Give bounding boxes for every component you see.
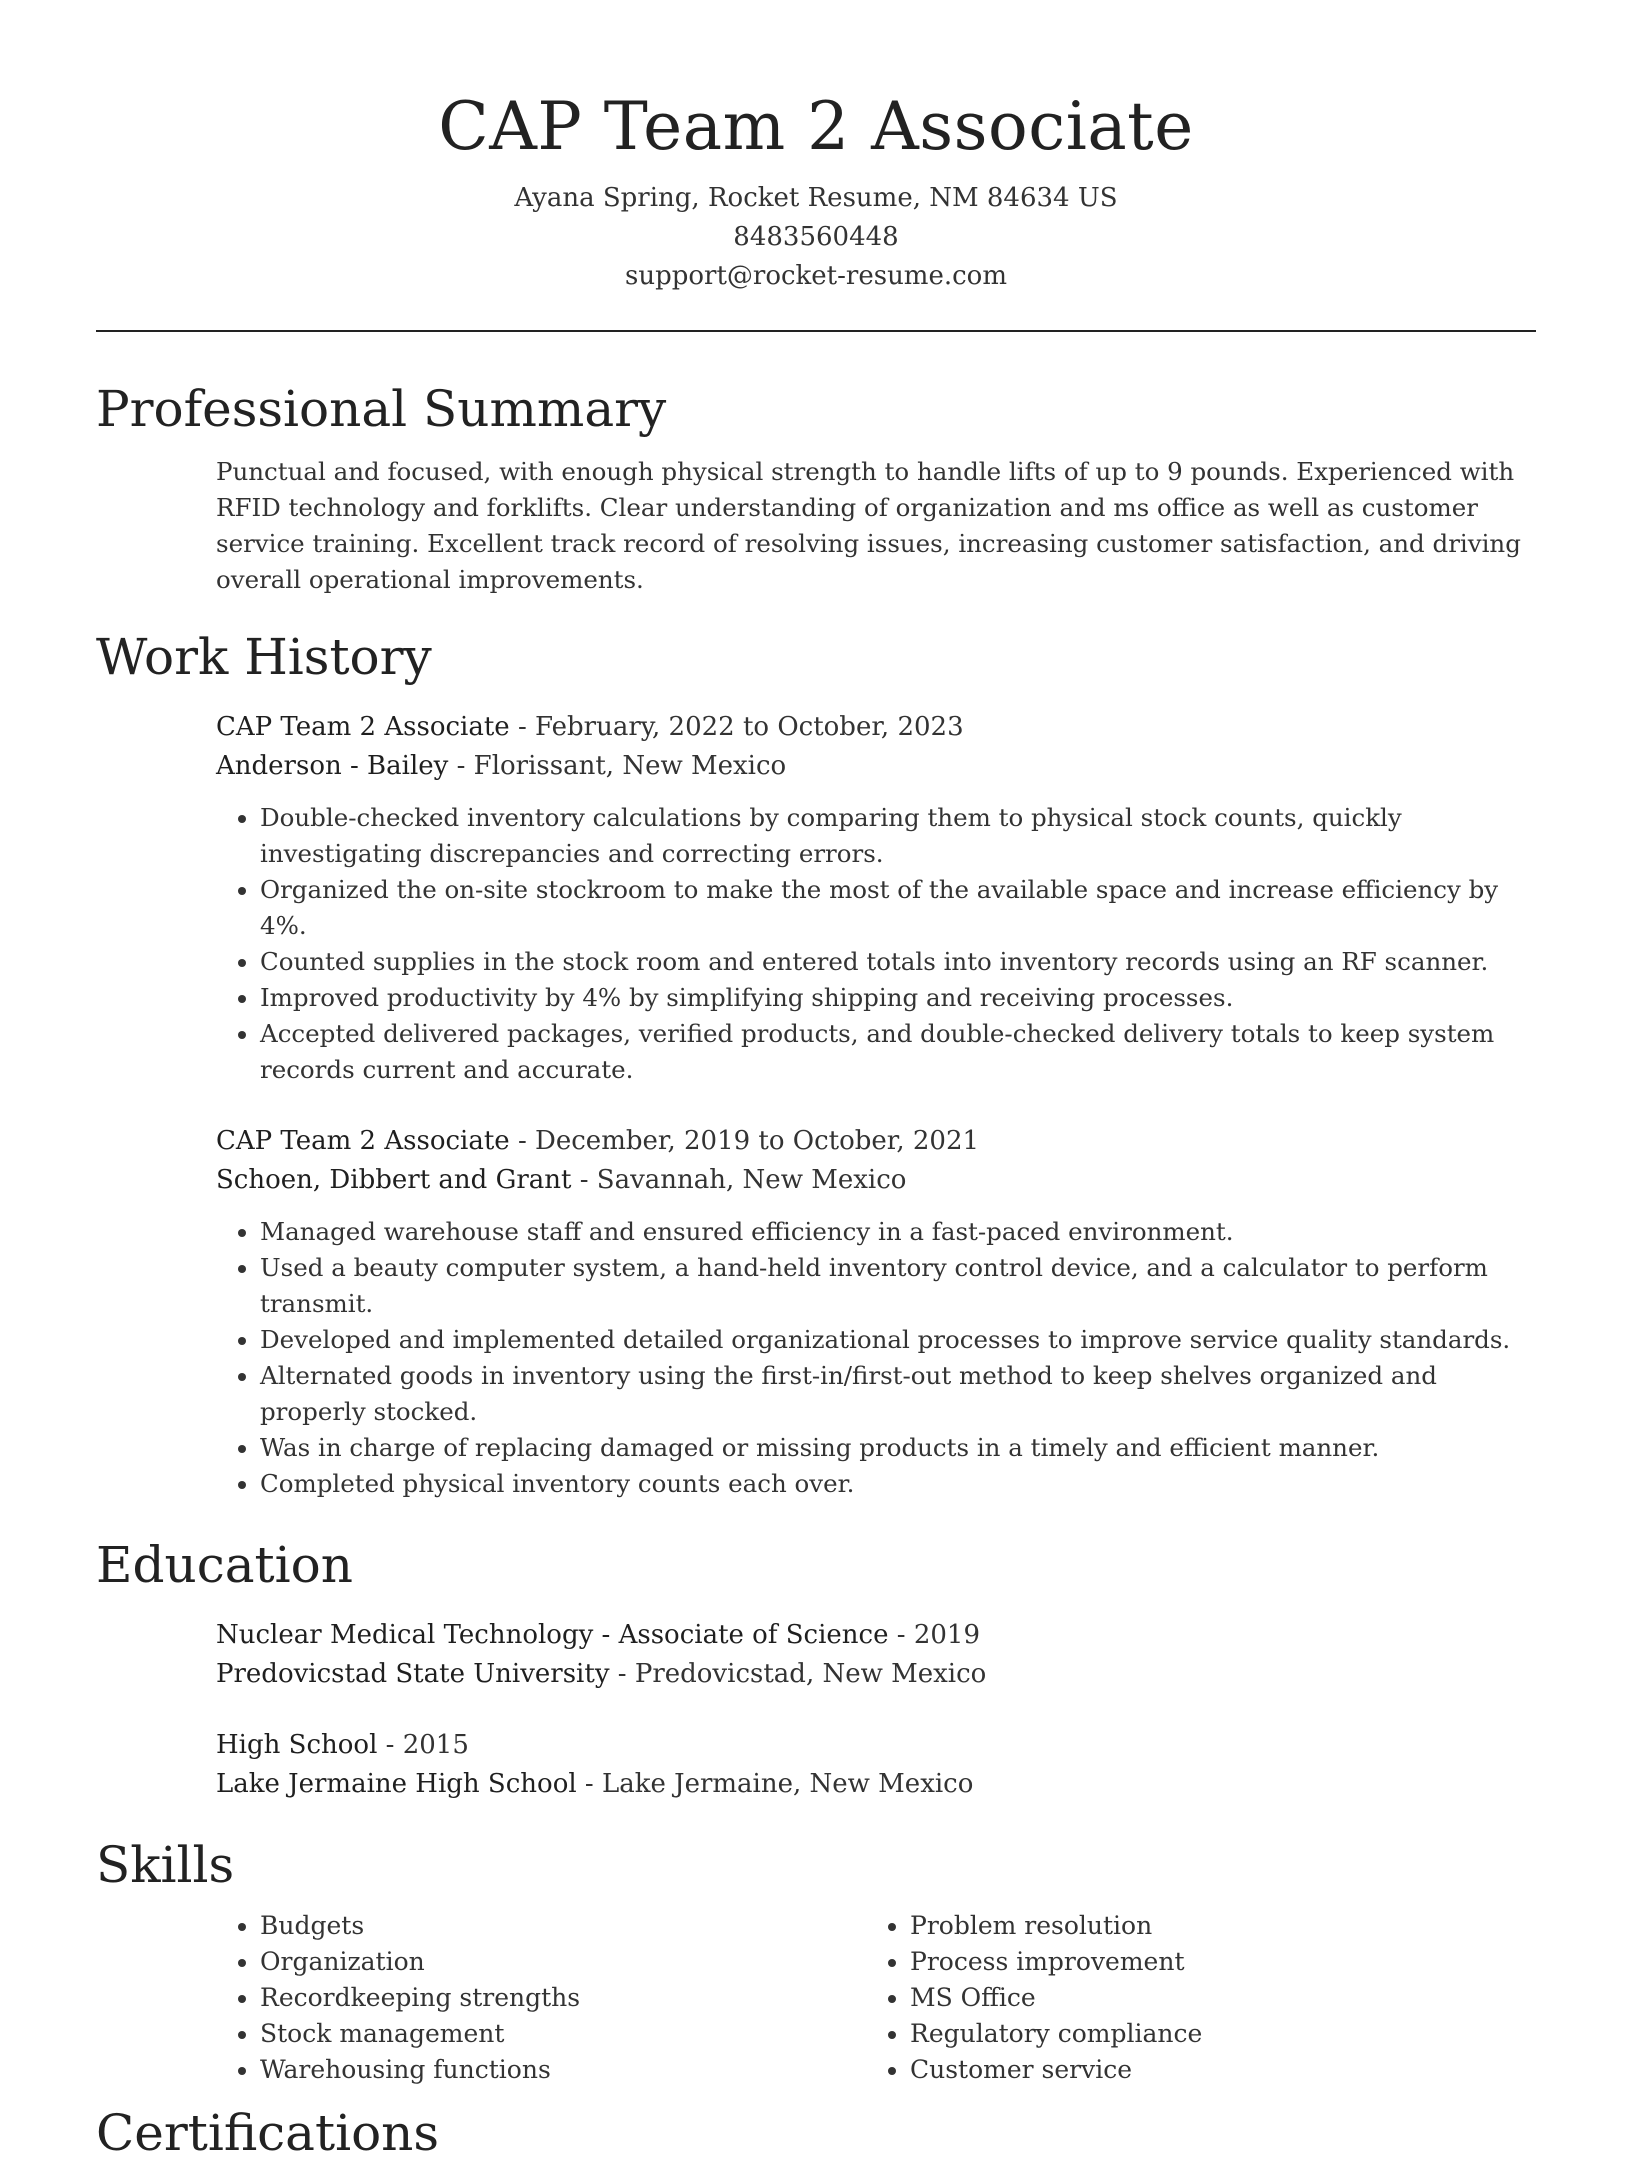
job-bullet-list <box>216 1214 1536 1502</box>
list-item: • Alternated goods in inventory using the first-in/first-out method to keep shelves organized and properly stocked. <box>260 1358 1536 1430</box>
job-company-line <box>216 747 1536 786</box>
degree-line <box>216 1726 1536 1765</box>
education-entry <box>216 1616 1536 1694</box>
work-history-heading: Work History <box>96 628 432 686</box>
job-entry <box>216 708 1536 1088</box>
list-item: • Improved productivity by 4% by simplifying shipping and receiving processes. <box>260 980 1536 1016</box>
certifications-heading: Certifications <box>96 2104 440 2162</box>
list-item: • Regulatory compliance <box>910 2016 1516 2052</box>
education-entry <box>216 1726 1536 1804</box>
school-location: - Predovicstad, New Mexico <box>609 1659 987 1689</box>
job-dates: - February, 2022 to October, 2023 <box>509 712 964 742</box>
school-name: Lake Jermaine High School <box>216 1769 577 1799</box>
list-item: • Developed and implemented detailed organizational processes to improve service quality standards. <box>260 1322 1536 1358</box>
list-item: • Counted supplies in the stock room and entered totals into inventory records using an RF scanner. <box>260 944 1536 980</box>
job-location: - Savannah, New Mexico <box>571 1165 907 1195</box>
skills-column-left <box>216 1908 866 2088</box>
school-name: Predovicstad State University <box>216 1659 610 1689</box>
degree-year: - 2015 <box>377 1730 469 1760</box>
list-item: • Managed warehouse staff and ensured efficiency in a fast-paced environment. <box>260 1214 1536 1250</box>
school-location: - Lake Jermaine, New Mexico <box>576 1769 974 1799</box>
degree-year: - 2019 <box>888 1620 980 1650</box>
job-company-line <box>216 1161 1536 1200</box>
list-item: • Used a beauty computer system, a hand-held inventory control device, and a calculator to perform transmit. <box>260 1250 1536 1322</box>
work-history-section <box>96 622 1536 1502</box>
certifications-section <box>96 2098 1536 2168</box>
list-item: • Organized the on-site stockroom to make the most of the available space and increase efficiency by 4%. <box>260 872 1536 944</box>
list-item: • MS Office <box>910 1980 1516 2016</box>
skills-column-right <box>866 1908 1516 2088</box>
skills-section <box>96 1830 1536 2088</box>
list-item: • Was in charge of replacing damaged or missing products in a timely and efficient manner. <box>260 1430 1536 1466</box>
school-line <box>216 1765 1536 1804</box>
degree-text: Nuclear Medical Technology - Associate of Science <box>216 1620 889 1650</box>
resume-page <box>96 0 1536 2168</box>
degree-text: High School <box>216 1730 378 1760</box>
list-item: • Process improvement <box>910 1944 1516 1980</box>
list-item: • Double-checked inventory calculations by comparing them to physical stock counts, quickly investigating discrepancies and correcting errors. <box>260 800 1536 872</box>
job-location: - Florissant, New Mexico <box>448 751 787 781</box>
list-item: • Recordkeeping strengths <box>260 1980 866 2016</box>
job-company: Anderson - Bailey <box>216 751 449 781</box>
job-title-line <box>216 1122 1536 1161</box>
phone-text: 8483560448 <box>733 222 899 252</box>
summary-heading: Professional Summary <box>96 380 667 438</box>
job-company: Schoen, Dibbert and Grant <box>216 1165 572 1195</box>
job-position: CAP Team 2 Associate <box>216 1126 510 1156</box>
contact-block <box>96 179 1536 296</box>
job-position: CAP Team 2 Associate <box>216 712 510 742</box>
skills-grid <box>216 1908 1536 2088</box>
list-item: • Completed physical inventory counts each over. <box>260 1466 1536 1502</box>
skills-list-left <box>216 1908 866 2088</box>
list-item: • Warehousing functions <box>260 2052 866 2088</box>
job-title-line <box>216 708 1536 747</box>
list-item: • Budgets <box>260 1908 866 1944</box>
list-item: • Organization <box>260 1944 866 1980</box>
skills-heading: Skills <box>96 1836 235 1894</box>
email-text: support@rocket-resume.com <box>624 261 1007 291</box>
list-item: • Stock management <box>260 2016 866 2052</box>
job-bullet-list <box>216 800 1536 1088</box>
summary-section <box>96 374 1536 598</box>
skills-list-right <box>866 1908 1516 2088</box>
header-divider <box>96 330 1536 332</box>
address-text: Ayana Spring, Rocket Resume, NM 84634 US <box>514 183 1118 213</box>
list-item: • Customer service <box>910 2052 1516 2088</box>
summary-text: Punctual and focused, with enough physical strength to handle lifts of up to 9 pounds. Experienced with RFID technology and forklifts. Clear understanding of organization and ms office as well as customer service training. Excellent track record of resolving issues, increasing customer satisfaction, and driving overall operational improvements. <box>216 457 1521 594</box>
job-dates: - December, 2019 to October, 2021 <box>509 1126 980 1156</box>
education-section <box>96 1530 1536 1804</box>
list-item: • Problem resolution <box>910 1908 1516 1944</box>
school-line <box>216 1655 1536 1694</box>
degree-line <box>216 1616 1536 1655</box>
education-heading: Education <box>96 1536 353 1594</box>
resume-name: CAP Team 2 Associate <box>438 88 1194 165</box>
job-entry <box>216 1122 1536 1502</box>
list-item: • Accepted delivered packages, verified products, and double-checked delivery totals to keep system records current and accurate. <box>260 1016 1536 1088</box>
